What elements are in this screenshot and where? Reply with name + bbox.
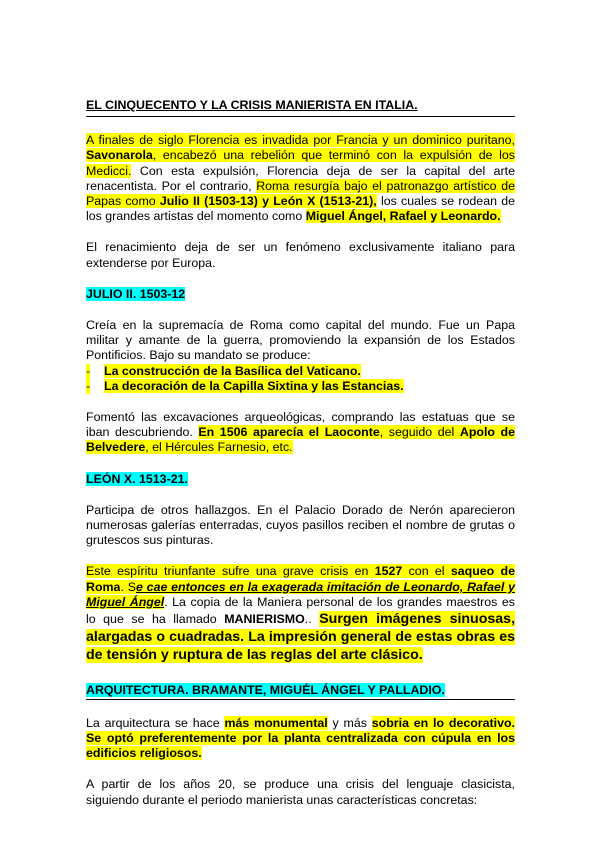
intro-text-5: Roma resurgía bajo el patronazgo artístico de Papas como — [86, 178, 515, 209]
section-heading-arquitectura: ARQUITECTURA. BRAMANTE, MIGUÉL ÁNGEL Y PALLADIO. — [86, 681, 515, 700]
list-item: - La construcción de la Basílica del Vaticano. — [86, 363, 361, 378]
list-item: - La decoración de la Capilla Sixtina y las Estancias. — [86, 378, 404, 393]
intro-text-4: Con esta expulsión, Florencia deja de ser la capital del arte renacentista. Por el contrario, — [86, 163, 515, 193]
intro-text-3: , encabezó una rebelión que terminó con la expulsión de los Medicci. — [86, 148, 515, 178]
section-heading-julio: JULIO II. 1503-12 — [86, 286, 186, 301]
savonarola-name: Savonarola — [86, 148, 153, 163]
europe-paragraph: El renacimiento deja de ser un fenómeno exclusivamente italiano para extenderse por Europa. — [86, 240, 515, 270]
crisis-lenguaje-paragraph: A partir de los años 20, se produce una crisis del lenguaje clasicista, siguiendo durante el periodo manierista unas características concretas: — [86, 777, 515, 807]
manierismo-term: MANIERISMO — [224, 612, 305, 627]
artists-names: Miguel Ángel, Rafael y Leonardo. — [305, 209, 501, 224]
section-heading-leon: LEÓN X. 1513-21. — [86, 471, 188, 486]
laoconte-text: En 1506 aparecía el Laoconte — [198, 425, 380, 440]
apolo-text: Apolo de Belvedere — [86, 425, 515, 455]
leon-paragraph: Participa de otros hallazgos. En el Palacio Dorado de Nerón aparecieron numerosas galerías enterradas, cuyos pasillos reciben el nombre de grutas o grutescos sus pinturas. — [86, 502, 515, 548]
intro-text-7: los cuales se rodean de los grandes artistas del momento como — [86, 194, 515, 224]
arquitectura-paragraph: La arquitectura se hace más monumental y más sobria en lo decorativo. Se optó preferentemente por la planta centralizada con cúpula en los edificios religiosos. — [86, 715, 515, 761]
crisis-paragraph: Este espíritu triunfante sufre una grave crisis en 1527 con el saqueo de Roma. Se cae entonces en la exagerada imitación de Leonardo, Rafael y Miguel Ángel. La copia de la Maniera personal de los grandes maestros es lo que se ha llamado MANIERISMO.. Surgen imágenes sinuosas, alargadas o cuadradas. La impresión general de estas obras es de tensión y ruptura de las reglas del arte clásico. — [86, 564, 516, 664]
imitation-text: e cae entonces en la exagerada imitación de Leonardo, Rafael y Miguel Ángel — [86, 579, 515, 609]
popes-names: Julio II (1503-13) y León X (1513-21), — [159, 194, 377, 209]
crisis-big-text: Surgen imágenes sinuosas, alargadas o cuadradas. La impresión general de estas obras es de tensión y ruptura de las reglas del arte clásico. — [86, 611, 516, 664]
intro-paragraph — [86, 133, 515, 224]
julio-paragraph: Creía en la supremacía de Roma como capital del mundo. Fue un Papa militar y amante de la guerra, promoviendo la expansión de los Estados Pontificios. Bajo su mandato se produce: — [86, 318, 515, 363]
intro-text-1: A finales de siglo Florencia es invadida por Francia y un dominico puritano, — [86, 133, 515, 148]
page-title: EL CINQUECENTO Y LA CRISIS MANIERISTA EN ITALIA. — [86, 98, 515, 117]
document-body — [86, 98, 515, 808]
excavations-paragraph: Fomentó las excavaciones arqueológicas, comprando las estatuas que se iban descubriendo. En 1506 aparecía el Laoconte, seguido del Apolo de Belvedere, el Hércules Farnesio, etc. — [86, 410, 515, 455]
julio-list — [86, 364, 515, 394]
